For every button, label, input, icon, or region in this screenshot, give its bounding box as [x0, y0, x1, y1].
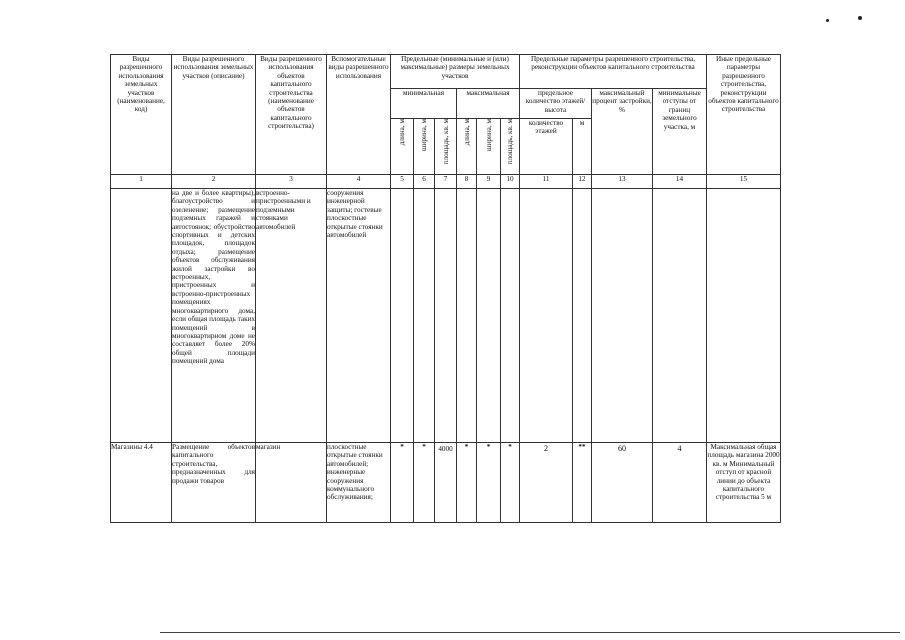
header-min-offset: минимальные отступы от границ земельного участка, м	[653, 89, 707, 175]
header-max-length: длина, м	[462, 119, 471, 146]
height-value: **	[573, 443, 592, 523]
floors-value: 2	[520, 443, 573, 523]
col-number: 15	[707, 175, 781, 189]
offset-value: 4	[653, 443, 707, 523]
row-auxiliary: сооружения инженерной защиты; гостевые плоскостные открытые стоянки автомобилей	[327, 189, 391, 443]
col-number: 3	[256, 175, 327, 189]
row-name: Магазины 4.4	[111, 443, 172, 523]
header-min-width: ширина, м	[420, 119, 428, 151]
header-height: м	[573, 119, 592, 175]
header-floors-group: предельное количество этажей/высота	[520, 89, 592, 119]
header-col4: Вспомогательные виды разрешенного использования	[327, 55, 391, 175]
header-max-area: площадь, кв. м	[506, 119, 514, 165]
max-width-value: *	[477, 443, 501, 523]
min-area-value: 4000	[435, 443, 457, 523]
header-col2: Виды разрешенного использования земельных участков (описание)	[172, 55, 256, 175]
zoning-table	[110, 54, 781, 523]
col-number: 11	[520, 175, 573, 189]
header-max: максимальная	[457, 89, 520, 119]
column-numbers-row	[111, 175, 781, 189]
percent-value: 60	[592, 443, 653, 523]
col-number: 5	[391, 175, 414, 189]
other-params-value: Максимальная общая площадь магазина 2000 кв. м Минимальный отступ от красной линии до объекта капитального строительства 5 м	[707, 443, 781, 523]
col-number: 6	[414, 175, 435, 189]
row-auxiliary: плоскостные открытые стоянки автомобилей; инженерные сооружения коммунального обслуживания;	[327, 443, 391, 523]
header-col3: Виды разрешенного использования объектов капитального строительства (наименование объектов капитального строительства)	[256, 55, 327, 175]
row-description: на две и более квартиры), благоустройство и озеленение; размещение подземных гаражей и автостоянок; обустройство спортивных и детских площадок, площадок отдыха; размещение объектов обслуживания жилой застройки во встроенных, пристроенных и встроенно-пристроенных помещениях многоквартирного дома, если общая площадь таких помещений в многоквартирном доме не составляет более 20% общей площади помещений дома	[172, 189, 256, 443]
row-objects: встроенно-пристроенными и подземными стоянками автомобилей	[256, 189, 327, 443]
scan-dot	[826, 19, 829, 22]
col-number: 4	[327, 175, 391, 189]
table-row-continued	[111, 189, 781, 443]
page-edge-line	[160, 632, 900, 633]
max-length-value: *	[457, 443, 477, 523]
max-area-value: *	[501, 443, 520, 523]
col-number: 14	[653, 175, 707, 189]
header-max-percent: максимальный процент застройки, %	[592, 89, 653, 175]
row-objects: магазин	[256, 443, 327, 523]
header-max-width: ширина, м	[484, 119, 493, 151]
min-width-value: *	[414, 443, 435, 523]
col-number: 8	[457, 175, 477, 189]
row-description: Размещение объектов капитального строительства, предназначенных для продажи товаров	[172, 443, 256, 523]
col-number: 12	[573, 175, 592, 189]
col-number: 7	[435, 175, 457, 189]
header-min: минимальная	[391, 89, 457, 119]
col-number: 2	[172, 175, 256, 189]
header-plot-size: Предельные (минимальные и (или) максимальные) размеры земельных участков	[391, 55, 520, 89]
header-min-area: площадь, кв. м	[441, 119, 450, 165]
scan-dot	[858, 16, 862, 20]
header-min-length: длина, м	[398, 119, 406, 146]
header-build-params: Предельные параметры разрешенного строительства, реконструкции объектов капитального строительства	[520, 55, 707, 89]
min-length-value: *	[391, 443, 414, 523]
header-floors-count: количество этажей	[520, 119, 573, 175]
header-other: Иные предельные параметры разрешенного строительства, реконструкции объектов капитального строительства	[707, 55, 781, 175]
col-number: 9	[477, 175, 501, 189]
header-col1: Виды разрешенного использования земельных участков (наименование, код)	[111, 55, 172, 175]
col-number: 13	[592, 175, 653, 189]
table-row-shops	[111, 443, 781, 523]
col-number: 1	[111, 175, 172, 189]
col-number: 10	[501, 175, 520, 189]
